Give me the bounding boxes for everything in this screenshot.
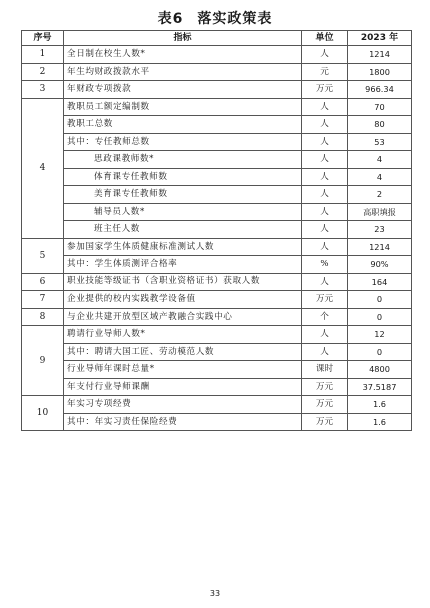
indicator-cell: 思政课教师数* bbox=[64, 151, 302, 169]
table-row bbox=[22, 203, 412, 221]
seq-cell: 8 bbox=[22, 308, 64, 326]
table-row bbox=[22, 151, 412, 169]
indicator-cell: 职业技能等级证书（含职业资格证书）获取人数 bbox=[64, 273, 302, 291]
table-title-text: 落实政策表 bbox=[197, 11, 273, 27]
value-cell: 4 bbox=[348, 168, 412, 186]
value-cell: 70 bbox=[348, 98, 412, 116]
indicator-cell: 体育课专任教师数 bbox=[64, 168, 302, 186]
value-cell: 4 bbox=[348, 151, 412, 169]
indicator-cell: 与企业共建开放型区域产教融合实践中心 bbox=[64, 308, 302, 326]
value-cell: 1.6 bbox=[348, 396, 412, 414]
value-cell: 23 bbox=[348, 221, 412, 239]
seq-cell: 9 bbox=[22, 326, 64, 396]
table-row bbox=[22, 116, 412, 134]
value-cell: 164 bbox=[348, 273, 412, 291]
table-row bbox=[22, 256, 412, 274]
table-title bbox=[0, 8, 430, 28]
unit-cell: 人 bbox=[302, 98, 348, 116]
header-unit: 单位 bbox=[302, 31, 348, 46]
table-row bbox=[22, 133, 412, 151]
unit-cell: 人 bbox=[302, 343, 348, 361]
value-cell: 53 bbox=[348, 133, 412, 151]
seq-cell: 4 bbox=[22, 98, 64, 238]
indicator-cell: 年生均财政拨款水平 bbox=[64, 63, 302, 81]
table-row bbox=[22, 221, 412, 239]
value-cell: 37.5187 bbox=[348, 378, 412, 396]
value-cell: 0 bbox=[348, 291, 412, 309]
unit-cell: 人 bbox=[302, 273, 348, 291]
table-row bbox=[22, 238, 412, 256]
header-value: 2023 年 bbox=[348, 31, 412, 46]
table-row bbox=[22, 361, 412, 379]
table-row bbox=[22, 46, 412, 64]
unit-cell: 万元 bbox=[302, 81, 348, 99]
indicator-cell: 其中：专任教师总数 bbox=[64, 133, 302, 151]
unit-cell: 人 bbox=[302, 203, 348, 221]
seq-cell: 10 bbox=[22, 396, 64, 431]
header-indicator: 指标 bbox=[64, 31, 302, 46]
value-cell: 4800 bbox=[348, 361, 412, 379]
value-cell: 1214 bbox=[348, 46, 412, 64]
unit-cell: 人 bbox=[302, 168, 348, 186]
seq-cell: 3 bbox=[22, 81, 64, 99]
indicator-cell: 班主任人数 bbox=[64, 221, 302, 239]
header-seq: 序号 bbox=[22, 31, 64, 46]
unit-cell: % bbox=[302, 256, 348, 274]
unit-cell: 元 bbox=[302, 63, 348, 81]
unit-cell: 人 bbox=[302, 116, 348, 134]
indicator-cell: 参加国家学生体质健康标准测试人数 bbox=[64, 238, 302, 256]
table-row bbox=[22, 186, 412, 204]
indicator-cell: 全日制在校生人数* bbox=[64, 46, 302, 64]
value-cell: 90% bbox=[348, 256, 412, 274]
value-cell: 1800 bbox=[348, 63, 412, 81]
table-row bbox=[22, 326, 412, 344]
indicator-cell: 年支付行业导师课酬 bbox=[64, 378, 302, 396]
table-row bbox=[22, 273, 412, 291]
indicator-cell: 美育课专任教师数 bbox=[64, 186, 302, 204]
unit-cell: 人 bbox=[302, 221, 348, 239]
indicator-cell: 其中：学生体质测评合格率 bbox=[64, 256, 302, 274]
indicator-cell: 辅导员人数* bbox=[64, 203, 302, 221]
unit-cell: 人 bbox=[302, 46, 348, 64]
value-cell: 高职填报 bbox=[348, 203, 412, 221]
indicator-cell: 其中：聘请大国工匠、劳动模范人数 bbox=[64, 343, 302, 361]
value-cell: 1214 bbox=[348, 238, 412, 256]
seq-cell: 5 bbox=[22, 238, 64, 273]
seq-cell: 2 bbox=[22, 63, 64, 81]
indicator-cell: 企业提供的校内实践教学设备值 bbox=[64, 291, 302, 309]
indicator-cell: 行业导师年课时总量* bbox=[64, 361, 302, 379]
table-label: 表6 bbox=[157, 11, 184, 27]
indicator-cell: 聘请行业导师人数* bbox=[64, 326, 302, 344]
table-header-row bbox=[22, 31, 412, 46]
value-cell: 2 bbox=[348, 186, 412, 204]
table-row bbox=[22, 308, 412, 326]
value-cell: 0 bbox=[348, 343, 412, 361]
table-row bbox=[22, 378, 412, 396]
indicator-cell: 教职员工额定编制数 bbox=[64, 98, 302, 116]
value-cell: 966.34 bbox=[348, 81, 412, 99]
seq-cell: 6 bbox=[22, 273, 64, 291]
unit-cell: 课时 bbox=[302, 361, 348, 379]
table-row bbox=[22, 98, 412, 116]
indicator-cell: 其中：年实习责任保险经费 bbox=[64, 413, 302, 431]
table-row bbox=[22, 291, 412, 309]
page-number: 33 bbox=[209, 589, 221, 598]
policy-table bbox=[21, 30, 412, 431]
indicator-cell: 教职工总数 bbox=[64, 116, 302, 134]
unit-cell: 个 bbox=[302, 308, 348, 326]
unit-cell: 人 bbox=[302, 238, 348, 256]
unit-cell: 万元 bbox=[302, 378, 348, 396]
value-cell: 80 bbox=[348, 116, 412, 134]
unit-cell: 万元 bbox=[302, 291, 348, 309]
unit-cell: 万元 bbox=[302, 413, 348, 431]
indicator-cell: 年实习专项经费 bbox=[64, 396, 302, 414]
unit-cell: 人 bbox=[302, 186, 348, 204]
table-row bbox=[22, 413, 412, 431]
table-row bbox=[22, 81, 412, 99]
table-row bbox=[22, 343, 412, 361]
unit-cell: 万元 bbox=[302, 396, 348, 414]
table-row bbox=[22, 168, 412, 186]
value-cell: 0 bbox=[348, 308, 412, 326]
table-row bbox=[22, 63, 412, 81]
seq-cell: 1 bbox=[22, 46, 64, 64]
value-cell: 12 bbox=[348, 326, 412, 344]
table-row bbox=[22, 396, 412, 414]
unit-cell: 人 bbox=[302, 326, 348, 344]
value-cell: 1.6 bbox=[348, 413, 412, 431]
indicator-cell: 年财政专项拨款 bbox=[64, 81, 302, 99]
seq-cell: 7 bbox=[22, 291, 64, 309]
unit-cell: 人 bbox=[302, 151, 348, 169]
table-body bbox=[22, 46, 412, 431]
unit-cell: 人 bbox=[302, 133, 348, 151]
